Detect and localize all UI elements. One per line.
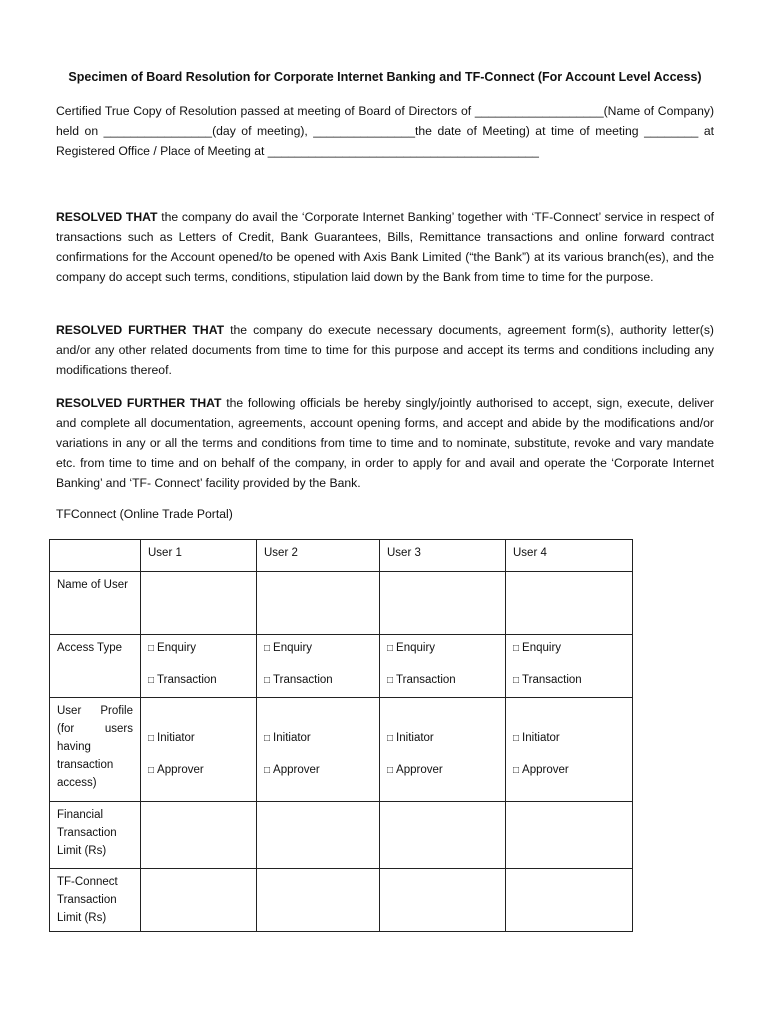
profile-word: (for — [57, 723, 75, 735]
transaction-option[interactable] — [513, 671, 625, 690]
initiator-option[interactable] — [264, 729, 372, 748]
name-of-user-label: Name of User — [50, 572, 141, 635]
checkbox-icon[interactable]: □ — [148, 643, 155, 654]
initiator-option[interactable] — [513, 729, 625, 748]
label-line: Limit (Rs) — [57, 845, 107, 857]
checkbox-icon[interactable]: □ — [148, 733, 155, 744]
checkbox-icon[interactable]: □ — [513, 675, 520, 686]
tf-limit-user-2-cell[interactable] — [257, 869, 380, 932]
enquiry-option[interactable] — [264, 639, 372, 658]
approver-option[interactable] — [264, 761, 372, 780]
tf-limit-user-3-cell[interactable] — [380, 869, 506, 932]
resolution-2-lead: RESOLVED FURTHER THAT — [56, 323, 225, 337]
table-row-name — [50, 572, 633, 635]
financial-limit-label — [50, 802, 141, 869]
header-user-2: User 2 — [257, 540, 380, 572]
transaction-option[interactable] — [148, 671, 249, 690]
profile-word: Profile — [100, 705, 133, 717]
label-line: TF-Connect — [57, 876, 118, 888]
tfconnect-label: TFConnect (Online Trade Portal) — [56, 507, 233, 521]
enquiry-label: Enquiry — [522, 642, 562, 654]
approver-option[interactable] — [387, 761, 498, 780]
resolution-2 — [56, 320, 714, 380]
enquiry-label: Enquiry — [396, 642, 436, 654]
checkbox-icon[interactable]: □ — [513, 765, 520, 776]
resolution-1-lead: RESOLVED THAT — [56, 210, 158, 224]
access-type-label: Access Type — [50, 635, 141, 698]
table-row-financial-limit — [50, 802, 633, 869]
access-user-2-cell — [257, 635, 380, 698]
label-line: Transaction — [57, 827, 117, 839]
header-user-3: User 3 — [380, 540, 506, 572]
resolution-1 — [56, 207, 714, 287]
fin-limit-user-2-cell[interactable] — [257, 802, 380, 869]
checkbox-icon[interactable]: □ — [148, 675, 155, 686]
profile-user-1-cell — [141, 698, 257, 802]
table-row-access-type — [50, 635, 633, 698]
label-line: Financial — [57, 809, 104, 821]
transaction-label: Transaction — [396, 674, 456, 686]
fin-limit-user-4-cell[interactable] — [506, 802, 633, 869]
checkbox-icon[interactable]: □ — [387, 733, 394, 744]
authorised-officials-table — [49, 539, 633, 932]
profile-word: transaction — [57, 759, 114, 771]
initiator-label: Initiator — [396, 732, 434, 744]
transaction-option[interactable] — [387, 671, 498, 690]
checkbox-icon[interactable]: □ — [148, 765, 155, 776]
enquiry-label: Enquiry — [157, 642, 197, 654]
access-user-3-cell — [380, 635, 506, 698]
table-row-tfconnect-limit — [50, 869, 633, 932]
approver-label: Approver — [157, 764, 204, 776]
label-line: Limit (Rs) — [57, 912, 107, 924]
header-user-1: User 1 — [141, 540, 257, 572]
header-blank-cell — [50, 540, 141, 572]
table-row-user-profile — [50, 698, 633, 802]
header-user-4: User 4 — [506, 540, 633, 572]
checkbox-icon[interactable]: □ — [387, 643, 394, 654]
checkbox-icon[interactable]: □ — [264, 765, 271, 776]
transaction-label: Transaction — [522, 674, 582, 686]
initiator-option[interactable] — [387, 729, 498, 748]
user-profile-label — [50, 698, 141, 802]
transaction-label: Transaction — [157, 674, 217, 686]
checkbox-icon[interactable]: □ — [264, 733, 271, 744]
table-header-row — [50, 540, 633, 572]
checkbox-icon[interactable]: □ — [513, 643, 520, 654]
transaction-label: Transaction — [273, 674, 333, 686]
profile-user-4-cell — [506, 698, 633, 802]
resolution-3-text: the following officials be hereby singly/jointly authorised to accept, sign, execute, deliver and complete all documentation, agreements, account opening forms, and accept and abide by the modifications and/or variations in any or all the terms and conditions from time to time and to nominate, substitute, revoke and vary mandate etc. from time to time and on behalf of the company, in order to apply for and avail and operate the ‘Corporate Internet Banking’ and ‘TF- Connect’ facility provided by the Bank. — [56, 396, 714, 490]
enquiry-label: Enquiry — [273, 642, 313, 654]
fin-limit-user-3-cell[interactable] — [380, 802, 506, 869]
name-user-3-cell[interactable] — [380, 572, 506, 635]
resolution-3 — [56, 393, 714, 493]
tf-limit-user-4-cell[interactable] — [506, 869, 633, 932]
label-line: Transaction — [57, 894, 117, 906]
enquiry-option[interactable] — [513, 639, 625, 658]
initiator-option[interactable] — [148, 729, 249, 748]
enquiry-option[interactable] — [148, 639, 249, 658]
tf-limit-user-1-cell[interactable] — [141, 869, 257, 932]
access-user-1-cell — [141, 635, 257, 698]
profile-user-3-cell — [380, 698, 506, 802]
enquiry-option[interactable] — [387, 639, 498, 658]
resolution-1-text: the company do avail the ‘Corporate Internet Banking’ together with ‘TF-Connect’ service in respect of transactions such as Letters of Credit, Bank Guarantees, Bills, Remittance transactions and online forward contract confirmations for the Account opened/to be opened with Axis Bank Limited (“the Bank”) at its various branch(es), and the company do accept such terms, conditions, stipulation laid down by the Bank from time to time for the purpose. — [56, 210, 714, 284]
checkbox-icon[interactable]: □ — [387, 765, 394, 776]
profile-word: users — [104, 723, 133, 735]
access-user-4-cell — [506, 635, 633, 698]
resolution-2-text: the company do execute necessary documents, agreement form(s), authority letter(s) and/or any other related documents from time to time for this purpose and accept its terms and conditions including any modifications thereof. — [56, 323, 714, 377]
approver-option[interactable] — [148, 761, 249, 780]
document-title: Specimen of Board Resolution for Corporate Internet Banking and TF-Connect (For Account Level Access) — [68, 70, 702, 84]
name-user-2-cell[interactable] — [257, 572, 380, 635]
checkbox-icon[interactable]: □ — [264, 675, 271, 686]
transaction-option[interactable] — [264, 671, 372, 690]
initiator-label: Initiator — [522, 732, 560, 744]
resolution-3-lead: RESOLVED FURTHER THAT — [56, 396, 222, 410]
profile-word: User — [57, 705, 82, 717]
initiator-label: Initiator — [273, 732, 311, 744]
approver-label: Approver — [522, 764, 569, 776]
profile-word: having — [57, 741, 91, 753]
approver-label: Approver — [396, 764, 443, 776]
certified-copy-paragraph: Certified True Copy of Resolution passed at meeting of Board of Directors of ___________________(Name of Company) held on ________________(day of meeting), _______________the date of Meeting) at time of meeting ________ at Registered Office / Place of Meeting at ________________________________________ — [56, 104, 714, 158]
checkbox-icon[interactable]: □ — [513, 733, 520, 744]
approver-label: Approver — [273, 764, 320, 776]
approver-option[interactable] — [513, 761, 625, 780]
checkbox-icon[interactable]: □ — [264, 643, 271, 654]
name-user-1-cell[interactable] — [141, 572, 257, 635]
tfconnect-limit-label — [50, 869, 141, 932]
name-user-4-cell[interactable] — [506, 572, 633, 635]
profile-word: access) — [57, 777, 97, 789]
profile-user-2-cell — [257, 698, 380, 802]
checkbox-icon[interactable]: □ — [387, 675, 394, 686]
fin-limit-user-1-cell[interactable] — [141, 802, 257, 869]
initiator-label: Initiator — [157, 732, 195, 744]
